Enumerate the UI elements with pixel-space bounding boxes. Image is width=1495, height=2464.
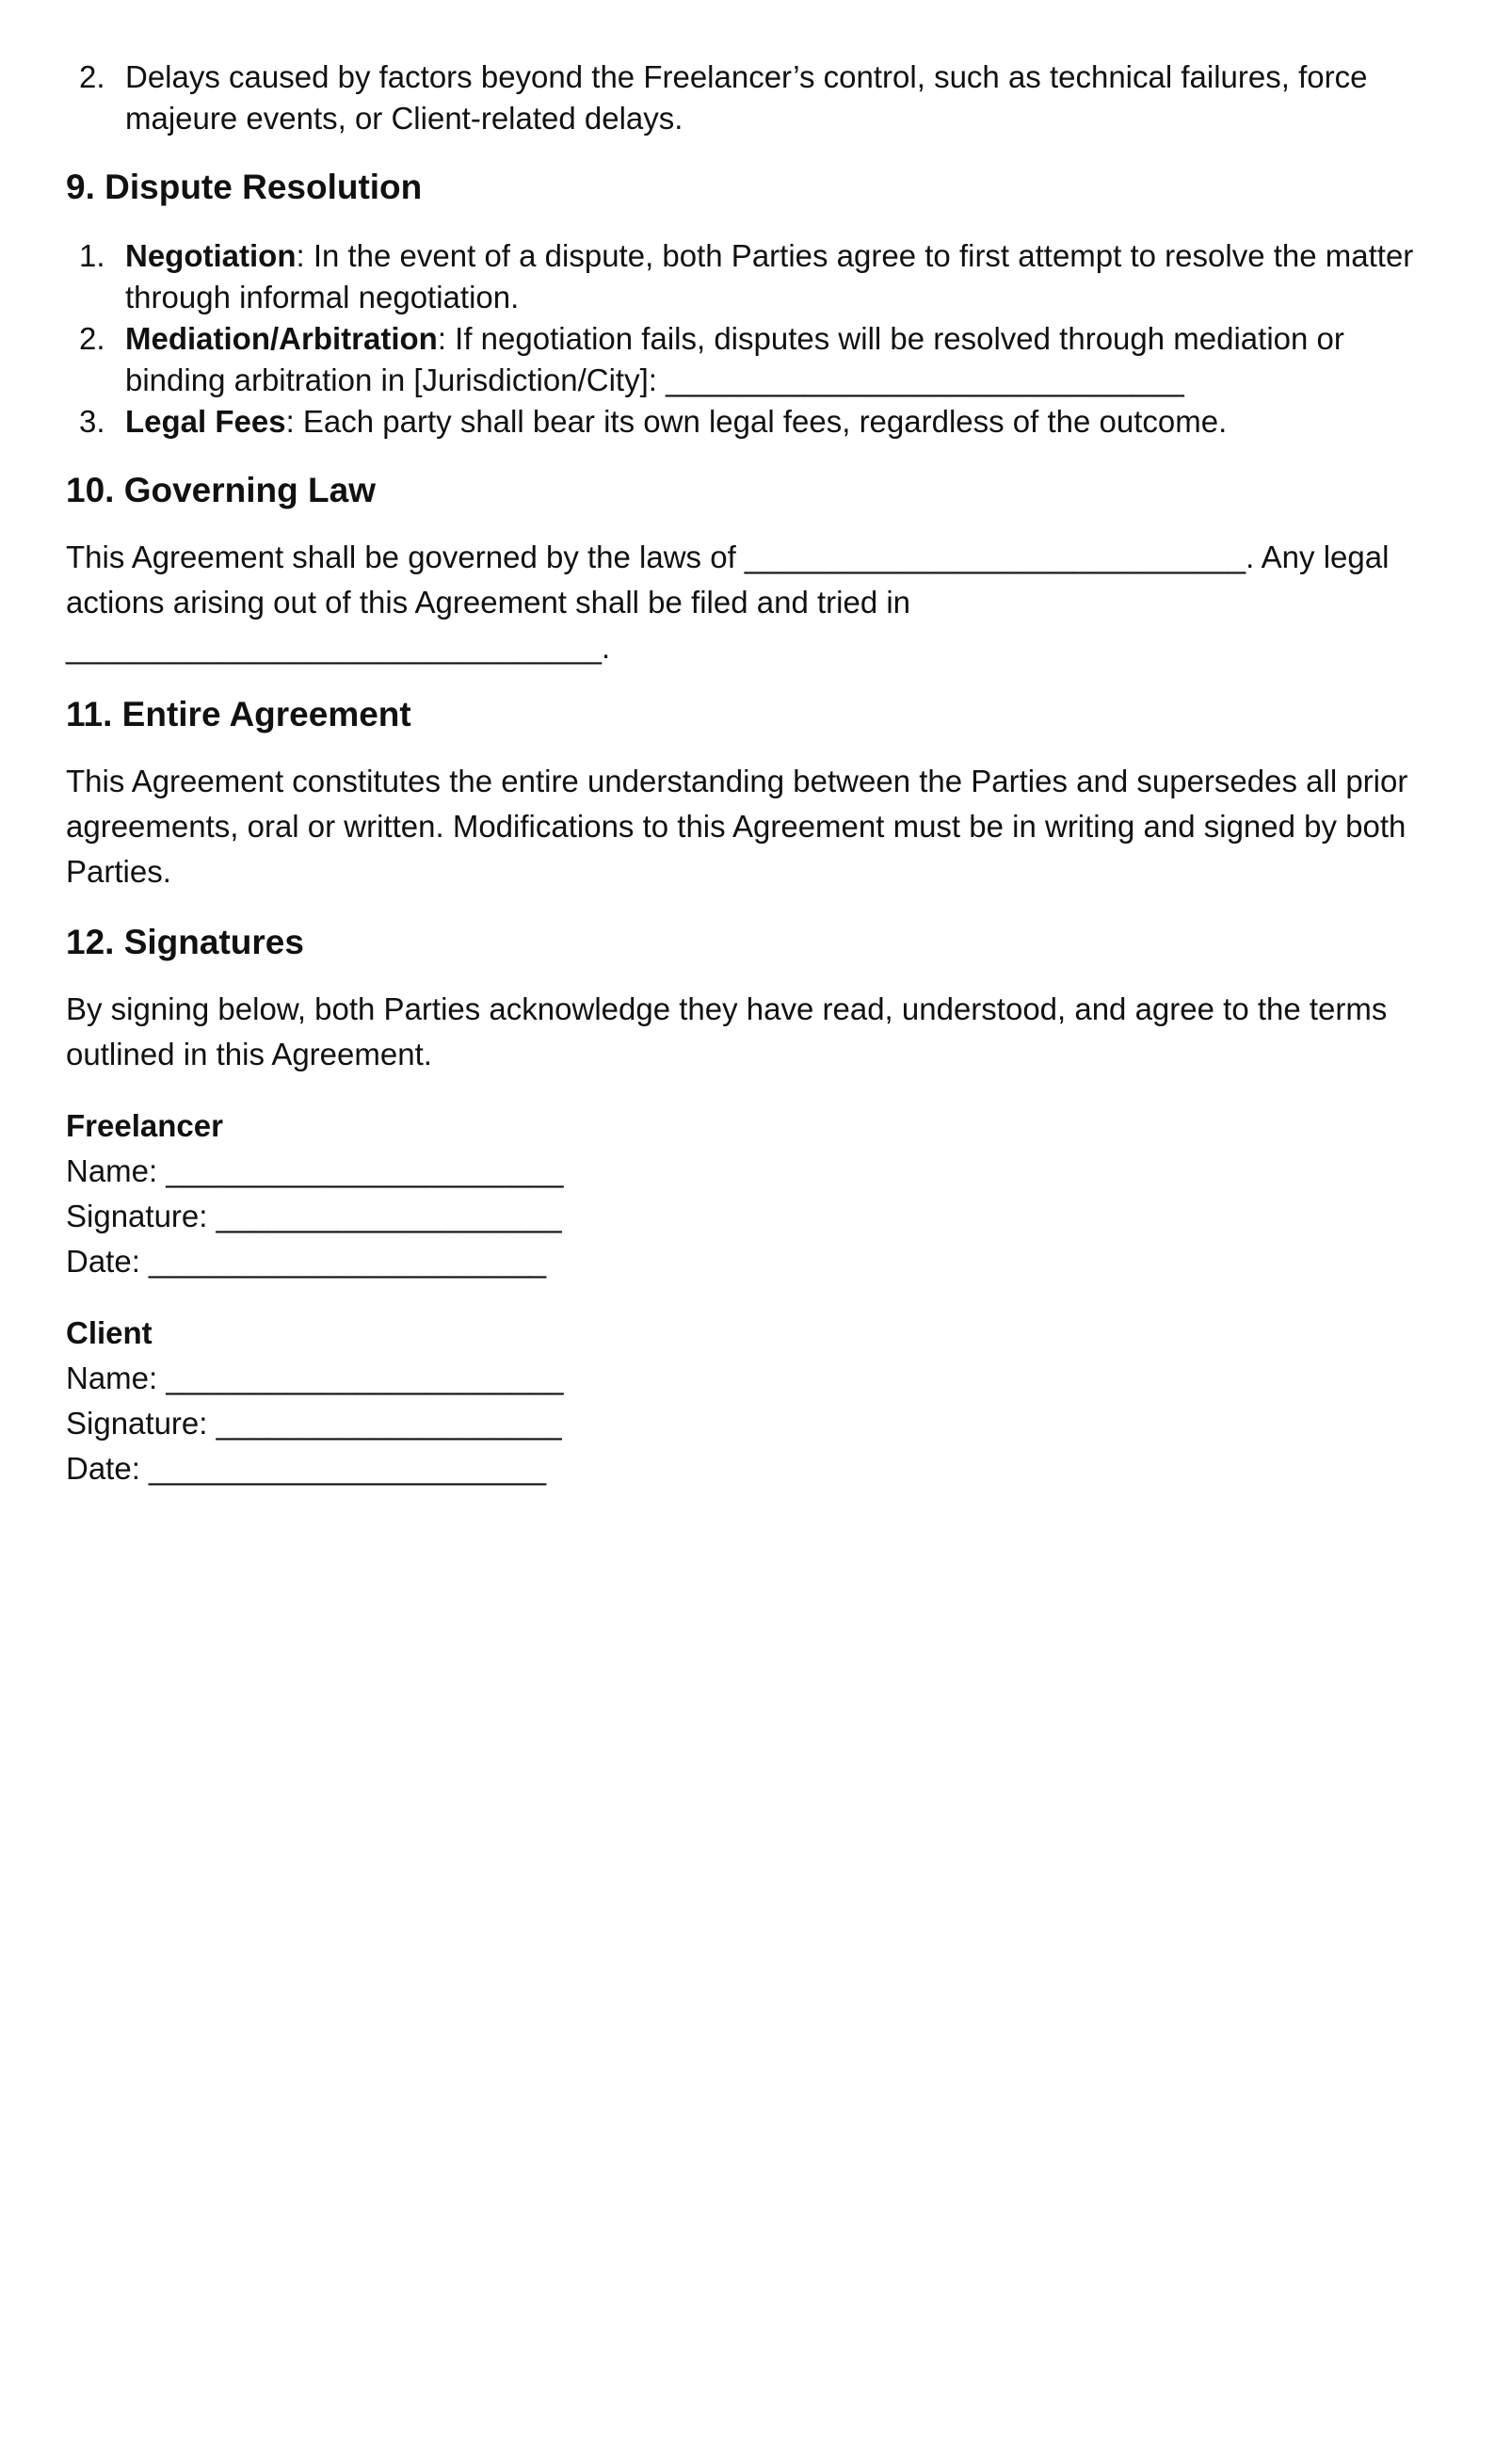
freelancer-date-field: Date: _______________________	[66, 1244, 547, 1279]
list-item	[66, 401, 1431, 443]
freelancer-label: Freelancer	[66, 1108, 223, 1143]
list-item	[66, 318, 1431, 401]
freelancer-signature-field: Signature: ____________________	[66, 1199, 562, 1233]
list-item-text: : Each party shall bear its own legal fees, regardless of the outcome.	[285, 404, 1228, 439]
intro-list	[66, 56, 1431, 139]
list-item-term: Mediation/Arbitration	[125, 321, 438, 356]
document-page	[66, 56, 1431, 1491]
governing-law-paragraph: This Agreement shall be governed by the laws of _____________________________. Any legal actions arising out of this Agreement shall be filed and tried in _______________________________.	[66, 540, 1390, 665]
list-number: 2.	[79, 321, 105, 356]
section-heading-entire-agreement: 11. Entire Agreement	[66, 695, 411, 733]
list-item-text: : In the event of a dispute, both Parties agree to first attempt to resolve the matter through informal negotiation.	[125, 238, 1414, 314]
section-heading-dispute-resolution: 9. Dispute Resolution	[66, 168, 423, 206]
list-number: 1.	[79, 238, 105, 273]
freelancer-signature-block	[66, 1103, 1431, 1284]
client-date-field: Date: _______________________	[66, 1451, 547, 1486]
list-number: 3.	[79, 404, 105, 439]
list-item	[66, 235, 1431, 318]
list-item-text: : If negotiation fails, disputes will be resolved through mediation or binding arbitration in [Jurisdiction/City]: ______________________________	[125, 321, 1344, 397]
freelancer-name-field: Name: _______________________	[66, 1153, 564, 1188]
dispute-list	[66, 235, 1431, 443]
section-heading-signatures: 12. Signatures	[66, 923, 304, 961]
list-item-text: Delays caused by factors beyond the Freelancer’s control, such as technical failures, force majeure events, or Client-related delays.	[125, 59, 1368, 136]
client-signature-block	[66, 1311, 1431, 1491]
signatures-paragraph: By signing below, both Parties acknowledge they have read, understood, and agree to the terms outlined in this Agreement.	[66, 991, 1388, 1071]
list-item-term: Negotiation	[125, 238, 297, 273]
list-item	[66, 56, 1431, 139]
client-name-field: Name: _______________________	[66, 1361, 564, 1395]
client-signature-field: Signature: ____________________	[66, 1406, 562, 1441]
list-number: 2.	[79, 59, 105, 94]
list-item-term: Legal Fees	[125, 404, 286, 439]
client-label: Client	[66, 1315, 153, 1350]
section-heading-governing-law: 10. Governing Law	[66, 471, 376, 509]
entire-agreement-paragraph: This Agreement constitutes the entire understanding between the Parties and supersedes all prior agreements, oral or written. Modifications to this Agreement must be in writing and signed by both Parties.	[66, 764, 1408, 889]
